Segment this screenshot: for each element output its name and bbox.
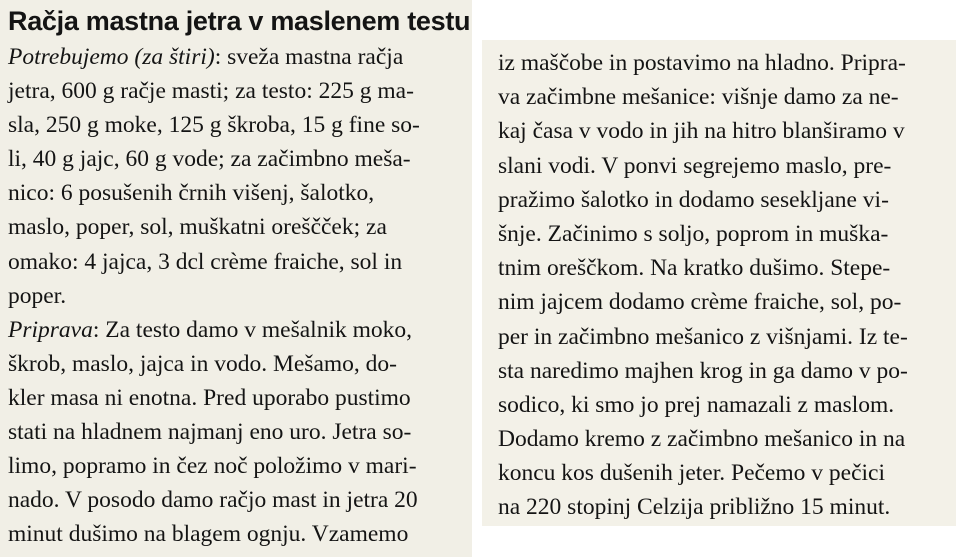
line-text: maslo, poper, sol, muškatni oreščček; za	[8, 214, 387, 241]
line-text: iz maščobe in postavimo na hladno. Pripra-	[498, 50, 906, 76]
text-line	[8, 279, 472, 313]
line-text: sta naredimo majhen krog in ga damo v po-	[498, 357, 908, 384]
text-line	[498, 354, 956, 388]
text-line	[8, 449, 472, 483]
text-line	[8, 381, 472, 415]
text-line	[8, 313, 472, 347]
text-line	[498, 422, 956, 456]
text-line	[498, 80, 956, 114]
text-line	[8, 108, 472, 142]
line-text: nim jajcem dodamo crème fraiche, sol, po-	[498, 289, 902, 316]
text-line	[8, 142, 472, 176]
left-column	[0, 0, 472, 557]
line-text: minut dušimo na blagem ognju. Vzamemo	[8, 521, 409, 548]
line-text: stati na hladnem najmanj eno uro. Jetra so-	[8, 419, 412, 446]
line-text: tnim oreščkom. Na kratko dušimo. Stepe-	[498, 255, 891, 282]
text-line	[8, 176, 472, 210]
text-line	[498, 183, 956, 217]
text-line	[498, 285, 956, 319]
text-line	[8, 210, 472, 244]
line-text: sodico, ki smo jo prej namazali z maslom.	[498, 391, 895, 418]
text-line	[8, 415, 472, 449]
line-text: sla, 250 g moke, 125 g škroba, 15 g fine so-	[8, 112, 420, 139]
text-line	[8, 74, 472, 108]
line-text: pražimo šalotko in dodamo sesekljane vi-	[498, 186, 889, 213]
line-text: : sveža mastna račja	[214, 44, 404, 70]
text-line	[498, 456, 956, 490]
line-text: kler masa ni enotna. Pred uporabo pustimo	[8, 384, 411, 411]
line-text: poper.	[8, 282, 67, 309]
line-text: na 220 stopinj Celzija približno 15 minut.	[498, 494, 891, 521]
text-line	[8, 40, 472, 74]
line-text: Dodamo kremo z začimbno mešanico in na	[498, 426, 906, 453]
line-text: škrob, maslo, jajca in vodo. Mešamo, do-	[8, 350, 397, 377]
line-text: kaj časa v vodo in jih na hitro blanširamo v	[498, 118, 905, 145]
text-line	[498, 114, 956, 148]
text-line	[8, 517, 472, 551]
line-text: šnje. Začinimo s soljo, poprom in muška-	[498, 220, 889, 247]
line-text: per in začimbno mešanico z višnjami. Iz te-	[498, 323, 908, 350]
line-text: li, 40 g jajc, 60 g vode; za začimbno meša-	[8, 146, 411, 173]
line-text: slani vodi. V ponvi segrejemo maslo, pre-	[498, 152, 892, 179]
line-text: nico: 6 posušenih črnih višenj, šalotko,	[8, 180, 375, 207]
section-label: Potrebujemo (za štiri)	[8, 44, 215, 70]
text-line	[498, 217, 956, 251]
text-line	[8, 245, 472, 279]
text-line	[498, 46, 956, 80]
left-column-text	[8, 40, 472, 551]
line-text: koncu kos dušenih jeter. Pečemo v pečici	[498, 460, 885, 487]
text-line	[498, 149, 956, 183]
line-text: omako: 4 jajca, 3 dcl crème fraiche, sol in	[8, 248, 403, 275]
line-text: limo, popramo in čez noč položimo v mari-	[8, 453, 417, 480]
right-column-text	[498, 46, 956, 525]
line-text: va začimbne mešanice: višnje damo za ne-	[498, 84, 899, 111]
line-text: nado. V posodo damo račjo mast in jetra 20	[8, 487, 418, 514]
line-text: : Za testo damo v mešalnik moko,	[92, 316, 413, 343]
text-line	[498, 490, 956, 524]
line-text: jetra, 600 g račje masti; za testo: 225 g ma-	[8, 78, 414, 105]
recipe-title: Račja mastna jetra v maslenem testu	[8, 6, 471, 36]
right-column	[482, 40, 956, 526]
text-line	[498, 320, 956, 354]
text-line	[8, 483, 472, 517]
text-line	[8, 347, 472, 381]
text-line	[498, 388, 956, 422]
text-line	[498, 251, 956, 285]
section-label: Priprava	[8, 316, 93, 343]
